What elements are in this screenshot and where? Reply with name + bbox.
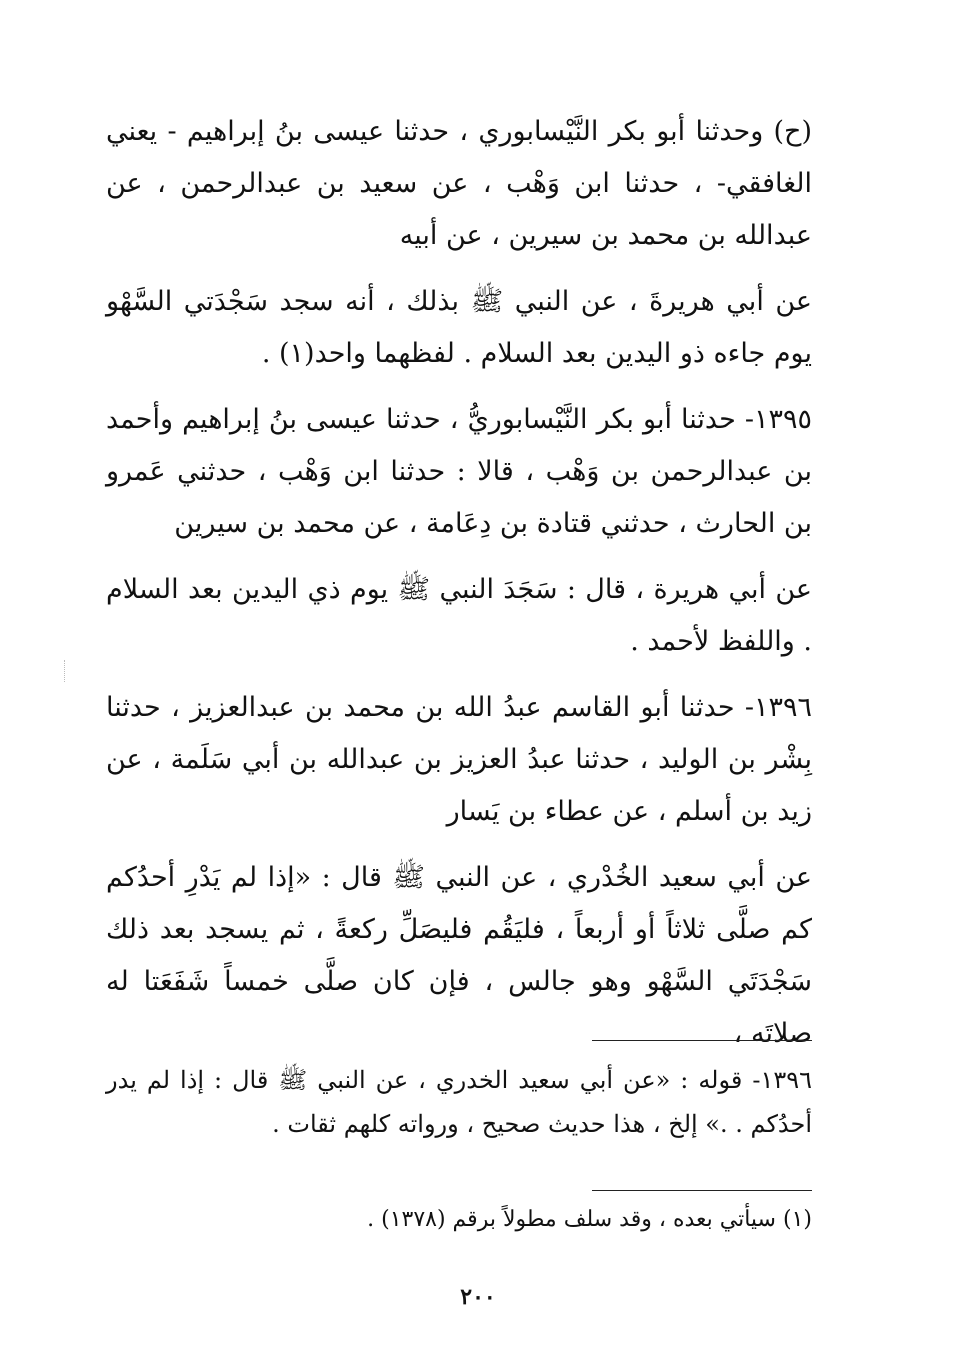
- paragraph-hadith-1395: عن أبي هريرة ، قال : سَجَدَ النبي ﷺ يوم ذي اليدين بعد السلام . واللفظ لأحمد .: [106, 574, 812, 657]
- paragraph-chain-1395: ١٣٩٥- حدثنا أبو بكر النَّيْسابوريُّ ، حدثنا عيسى بنُ إبراهيم وأحمد بن عبدالرحمن بن وَهْب ، قالا : حدثنا ابن وَهْب ، حدثني عَمرو بن الحارث ، حدثني قتادة بن دِعَامة ، عن محمد بن سيرين: [106, 404, 812, 539]
- page-number: ٢٠٠: [460, 1284, 496, 1310]
- margin-mark: [64, 660, 67, 682]
- commentary-divider: [592, 1040, 812, 1041]
- main-text: [106, 106, 812, 1060]
- paragraph-chain-1: (ح) وحدثنا أبو بكر النَّيْسابوري ، حدثنا عيسى بنُ إبراهيم - يعني الغافقي- ، حدثنا ابن وَهْب ، عن سعيد بن عبدالرحمن ، عن عبدالله بن محمد بن سيرين ، عن أبيه: [106, 116, 812, 251]
- footnote-text: (١) سيأتي بعده ، وقد سلف مطولاً برقم (١٣٧٨) .: [367, 1207, 812, 1232]
- paragraph-chain-1396: ١٣٩٦- حدثنا أبو القاسم عبدُ الله بن محمد بن عبدالعزيز ، حدثنا بِشْر بن الوليد ، حدثنا عبدُ العزيز بن عبدالله بن أبي سَلَمة ، عن زيد بن أسلم ، عن عطاء بن يَسار: [106, 692, 812, 827]
- paragraph-hadith-1396: عن أبي سعيد الخُدْري ، عن النبي ﷺ قال : «إذا لم يَدْرِ أحدُكم كم صلَّى ثلاثاً أو أربعاً ، فليَقُم فليصَلِّ ركعةً ، ثم يسجد بعد ذلك سَجْدَتَي السَّهْو وهو جالس ، فإن كان صلَّى خمساً شَفَعَتا له صلاتَه ،: [106, 862, 812, 1049]
- commentary-text: ١٣٩٦- قوله : «عن أبي سعيد الخدري ، عن النبي ﷺ قال : إذا لم يدر أحدُكم . .» إلخ ، هذا حديث صحيح ، ورواته كلهم ثقات .: [106, 1066, 812, 1138]
- paragraph-hadith-1: عن أبي هريرةَ ، عن النبي ﷺ بذلك ، أنه سجد سَجْدَتي السَّهْو يوم جاءه ذو اليدين بعد السلام . لفظهما واحد(١) .: [106, 286, 812, 369]
- footnote-divider: [592, 1190, 812, 1191]
- footnote-block: [106, 1204, 812, 1236]
- commentary-block: [106, 1058, 812, 1146]
